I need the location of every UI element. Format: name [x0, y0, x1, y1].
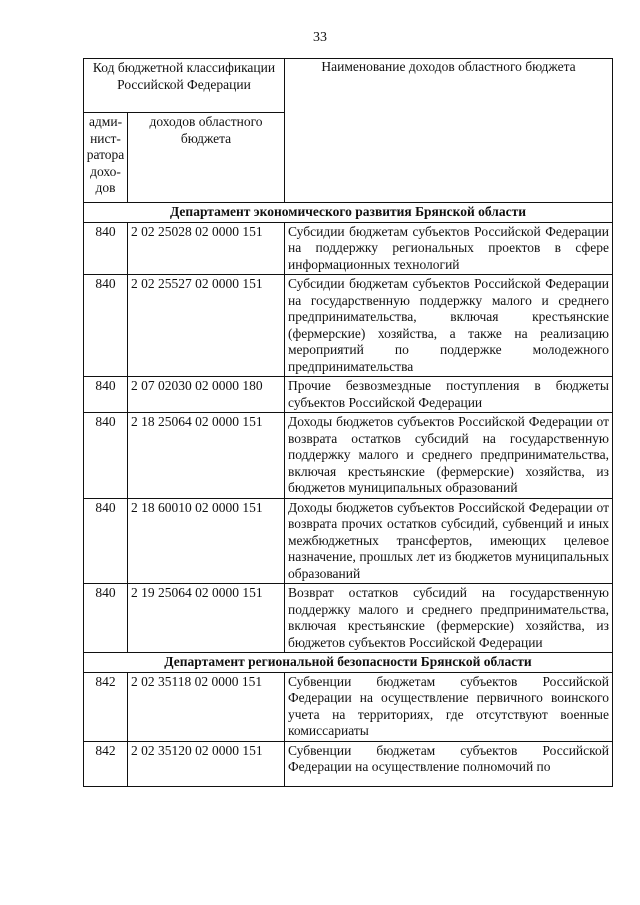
budget-classification-table	[83, 58, 613, 787]
income-name-cell	[285, 498, 613, 584]
budget-code-cell-text: 2 19 25064 02 0000 151	[131, 585, 263, 600]
page-number: 33	[313, 30, 327, 45]
budget-code-cell	[128, 275, 285, 377]
budget-code-cell	[128, 377, 285, 413]
budget-code-cell	[128, 498, 285, 584]
income-name-cell-text: Субсидии бюджетам субъектов Российской Федерации на поддержку региональных проектов в сфере информационных технологий	[288, 223, 609, 272]
budget-code-cell-text: 2 02 25028 02 0000 151	[131, 223, 263, 239]
admin-code-cell-text: 840	[95, 378, 116, 393]
budget-code-cell-text: 2 02 35118 02 0000 151	[131, 673, 263, 689]
budget-code-cell	[128, 741, 285, 786]
table-body	[84, 59, 613, 787]
admin-code-cell-text: 840	[95, 499, 116, 515]
admin-code-cell	[84, 584, 128, 653]
table-row	[84, 498, 613, 584]
section-title: Департамент региональной безопасности Брянской области	[84, 653, 613, 673]
admin-code-cell-text: 842	[95, 673, 116, 689]
admin-code-cell	[84, 672, 128, 741]
admin-code-cell	[84, 413, 128, 499]
table-row	[84, 222, 613, 275]
budget-code-cell	[128, 672, 285, 741]
income-name-cell-text: Субвенции бюджетам субъектов Российской Федерации на осуществление первичного воинского учета на территориях, где отсутствуют военные комиссариаты	[288, 673, 609, 738]
admin-code-cell	[84, 222, 128, 275]
code-group-header: Код бюджетной классификации Российской Федерации	[84, 59, 285, 113]
admin-code-cell-text: 842	[95, 742, 116, 758]
income-name-cell-text: Субвенции бюджетам субъектов Российской Федерации на осуществление полномочий по	[288, 742, 609, 774]
table-row	[84, 584, 613, 653]
section-row	[84, 203, 613, 223]
budget-code-cell-text: 2 07 02030 02 0000 180	[131, 378, 263, 393]
admin-code-cell	[84, 498, 128, 584]
section-title: Департамент экономического развития Брянской области	[84, 203, 613, 223]
income-name-cell-text: Прочие безвозмездные поступления в бюджеты субъектов Российской Федерации	[288, 378, 609, 410]
table-row	[84, 377, 613, 413]
budget-code-cell-text: 2 02 35120 02 0000 151	[131, 742, 263, 758]
budget-code-cell-text: 2 18 25064 02 0000 151	[131, 414, 263, 429]
table-header-row-group	[84, 59, 613, 113]
admin-code-cell	[84, 275, 128, 377]
income-name-cell	[285, 275, 613, 377]
budget-code-cell	[128, 413, 285, 499]
table-row	[84, 275, 613, 377]
budget-code-cell	[128, 222, 285, 275]
income-name-cell	[285, 584, 613, 653]
admin-code-cell-text: 840	[95, 276, 116, 291]
income-name-cell	[285, 741, 613, 786]
income-name-cell-text: Субсидии бюджетам субъектов Российской Федерации на государственную поддержку малого и среднего предпринимательства, включая крестьянские (фермерские) хозяйства, а также на реализацию мероприятий по поддержке молодежного предпринимательства	[288, 276, 609, 374]
income-name-cell	[285, 672, 613, 741]
section-row	[84, 653, 613, 673]
table-row	[84, 741, 613, 786]
budget-code-cell-text: 2 02 25527 02 0000 151	[131, 276, 263, 291]
admin-code-cell-text: 840	[95, 223, 116, 239]
admin-code-cell	[84, 741, 128, 786]
budget-code-cell	[128, 584, 285, 653]
income-name-cell-text: Доходы бюджетов субъектов Российской Федерации от возврата прочих остатков субсидий, субвенций и иных межбюджетных трансфертов, имеющих целевое назначение, прошлых лет из бюджетов муниципальных образований	[288, 499, 609, 581]
income-name-cell	[285, 413, 613, 499]
admin-code-cell	[84, 377, 128, 413]
admin-code-cell-text: 840	[95, 585, 116, 600]
income-name-cell-text: Доходы бюджетов субъектов Российской Федерации от возврата остатков субсидий на государственную поддержку малого и среднего предпринимательства, включая крестьянские (фермерские) хозяйства, из бюджетов муниципальных образований	[288, 414, 609, 495]
table-row	[84, 672, 613, 741]
budget-code-cell-text: 2 18 60010 02 0000 151	[131, 499, 263, 515]
income-name-cell	[285, 377, 613, 413]
admin-column-header: адми-нист-ратора дохо-дов	[84, 113, 128, 203]
income-column-header: доходов областного бюджета	[128, 113, 285, 203]
income-name-cell	[285, 222, 613, 275]
income-name-cell-text: Возврат остатков субсидий на государственную поддержку малого и среднего предпринимательства, включая крестьянские (фермерские) хозяйства, из бюджетов субъектов Российской Федерации	[288, 585, 609, 650]
admin-code-cell-text: 840	[95, 414, 116, 429]
name-column-header: Наименование доходов областного бюджета	[285, 59, 613, 203]
table-row	[84, 413, 613, 499]
